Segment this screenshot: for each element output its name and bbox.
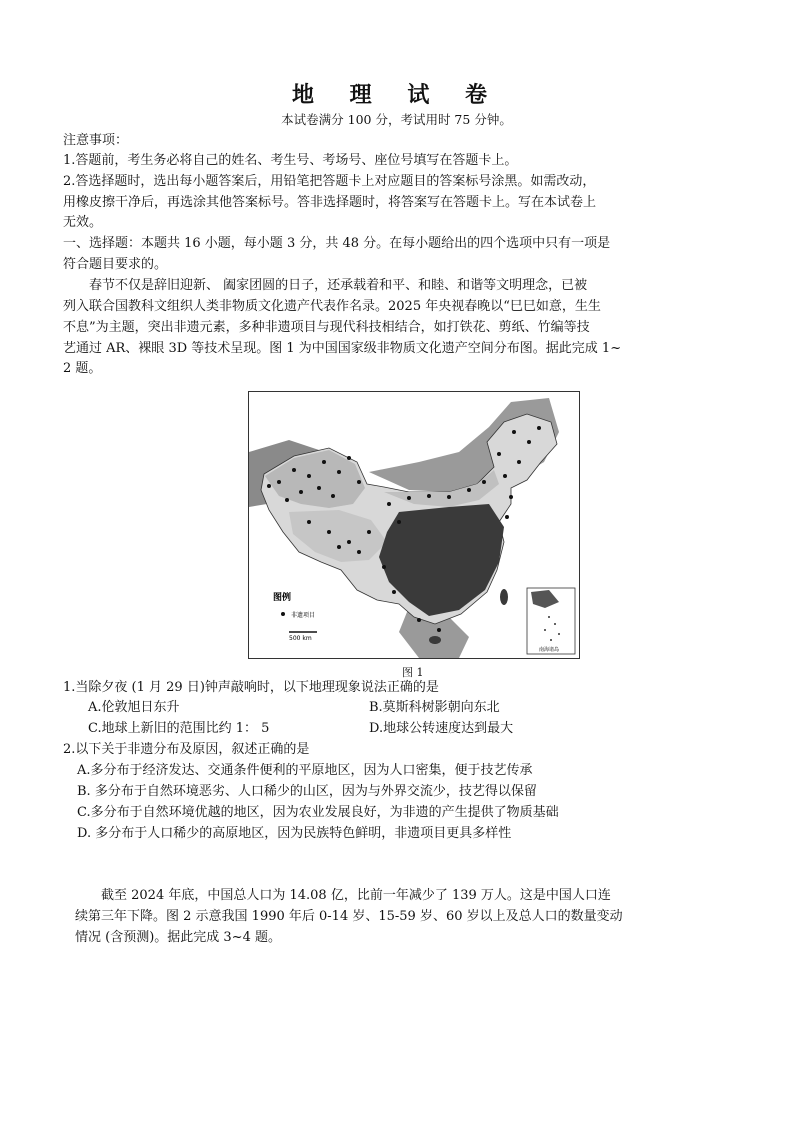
notes-item-1: 1.答题前，考生务必将自己的姓名、考生号、考场号、座位号填写在答题卡上。 (63, 153, 518, 168)
map-graphic (249, 392, 579, 658)
hainan-island (429, 636, 441, 644)
notes-item-2-line-2: 用橡皮擦干净后，再选涂其他答案标号。答非选择题时，将答案写在答题卡上。写在本试卷上 (63, 195, 597, 210)
question-1-option-b: B.莫斯科树影朝向东北 (369, 700, 500, 715)
china-heritage-map (248, 391, 580, 659)
figure-1-caption: 图 1 (402, 666, 424, 679)
passage-1-line-1: 春节不仅是辞旧迎新、 阖家团圆的日子，还承载着和平、和睦、和谐等文明理念，已被 (89, 278, 588, 293)
question-1-stem: 1.当除夕夜 (1 月 29 日)钟声敲响时，以下地理现象说法正确的是 (63, 680, 439, 695)
question-2-option-b: B. 多分布于自然环境恶劣、人口稀少的山区，因为与外界交流少，技艺得以保留 (77, 784, 537, 799)
passage-2-line-3: 情况 (含预测)。据此完成 3~4 题。 (75, 930, 281, 945)
legend-dot-icon (281, 612, 285, 616)
legend-title: 图例 (273, 593, 292, 603)
section-heading-line-2: 符合题目要求的。 (63, 257, 168, 272)
question-1-option-c: C.地球上新旧的范围比约 1： 5 (88, 721, 270, 736)
notes-item-2-line-1: 2.答选择题时，选出每小题答案后，用铅笔把答题卡上对应题目的答案标号涂黑。如需改动， (63, 174, 596, 189)
legend-item: 非遗项目 (291, 612, 316, 619)
scale-label: 500 km (289, 635, 312, 642)
question-2-option-a: A.多分布于经济发达、交通条件便利的平原地区，因为人口密集，便于技艺传承 (77, 763, 533, 778)
question-1-option-a: A.伦敦旭日东升 (88, 700, 180, 715)
passage-1-line-2: 列入联合国教科文组织人类非物质文化遗产代表作名录。2025 年央视春晚以“巳巳如意，生生 (63, 299, 601, 314)
notes-heading: 注意事项： (63, 133, 129, 148)
exam-info: 本试卷满分 100 分，考试用时 75 分钟。 (281, 112, 512, 127)
page-title: 地 理 试 卷 (292, 83, 501, 108)
taiwan-island (500, 589, 508, 605)
passage-2-line-2: 续第三年下降。图 2 示意我国 1990 年后 0-14 岁、15-59 岁、60 岁以上及总人口的数量变动 (75, 909, 623, 924)
inset-label: 南海诸岛 (539, 647, 560, 653)
notes-item-2-line-3: 无效。 (63, 215, 103, 230)
passage-1-line-3: 不息”为主题，突出非遗元素，多种非遗项目与现代科技相结合，如打铁花、剪纸、竹编等技 (63, 320, 590, 335)
passage-2-line-1: 截至 2024 年底，中国总人口为 14.08 亿，比前一年减少了 139 万人。这是中国人口连 (101, 888, 611, 903)
passage-1-line-4: 艺通过 AR、裸眼 3D 等技术呈现。图 1 为中国国家级非物质文化遗产空间分布图。据此完成 1~ (63, 341, 622, 356)
section-heading-line-1: 一、选择题：本题共 16 小题，每小题 3 分，共 48 分。在每小题给出的四个选项中只有一项是 (63, 236, 611, 251)
question-2-option-d: D. 多分布于人口稀少的高原地区，因为民族特色鲜明，非遗项目更具多样性 (77, 826, 512, 841)
passage-1-line-5: 2 题。 (63, 361, 102, 376)
question-2-option-c: C.多分布于自然环境优越的地区，因为农业发展良好，为非遗的产生提供了物质基础 (77, 805, 559, 820)
question-2-stem: 2.以下关于非遗分布及原因，叙述正确的是 (63, 742, 310, 757)
question-1-option-d: D.地球公转速度达到最大 (369, 721, 514, 736)
